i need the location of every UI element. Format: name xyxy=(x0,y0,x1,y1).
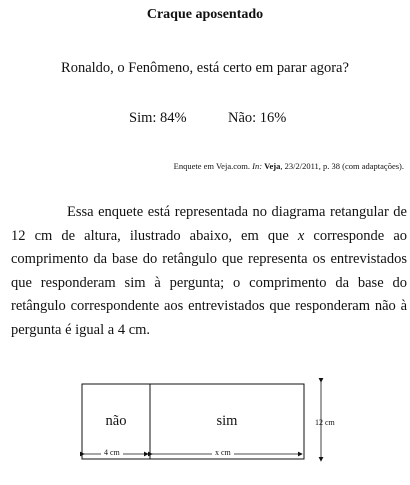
dim-label-nao: 4 cm xyxy=(101,448,123,458)
dim-label-height: 12 cm xyxy=(315,418,335,427)
problem-paragraph xyxy=(11,201,407,342)
result-nao: Não: 16% xyxy=(228,110,287,126)
paragraph-part1: Essa enquete está representada no diagrama retangular de 12 cm de altura, ilustrado abaixo, em que xyxy=(11,204,407,244)
label-sim: sim xyxy=(216,413,238,429)
title: Craque aposentado xyxy=(146,7,264,22)
source-suffix: , 23/2/2011, p. 38 (com adaptações). xyxy=(280,161,404,171)
result-sim: Sim: 84% xyxy=(129,110,187,126)
source-journal: Veja xyxy=(264,161,281,171)
paragraph-part2: corresponde ao comprimento da base do retângulo que representa os entrevistados que responderam sim à pergunta; o comprimento da base do retângulo correspondente aos entrevistados que responderam não à pergunta é igual a 4 cm. xyxy=(11,227,408,338)
dim-label-sim: x cm xyxy=(212,448,234,458)
diagram-drawing xyxy=(0,375,410,485)
label-nao: não xyxy=(105,413,127,429)
source-citation xyxy=(174,161,404,171)
survey-question: Ronaldo, o Fenômeno, está certo em parar agora? xyxy=(61,60,349,76)
paragraph-variable: x xyxy=(297,227,305,244)
source-in: In: xyxy=(252,161,263,171)
source-prefix: Enquete em Veja.com. xyxy=(173,161,253,171)
rectangle-diagram xyxy=(0,375,410,485)
